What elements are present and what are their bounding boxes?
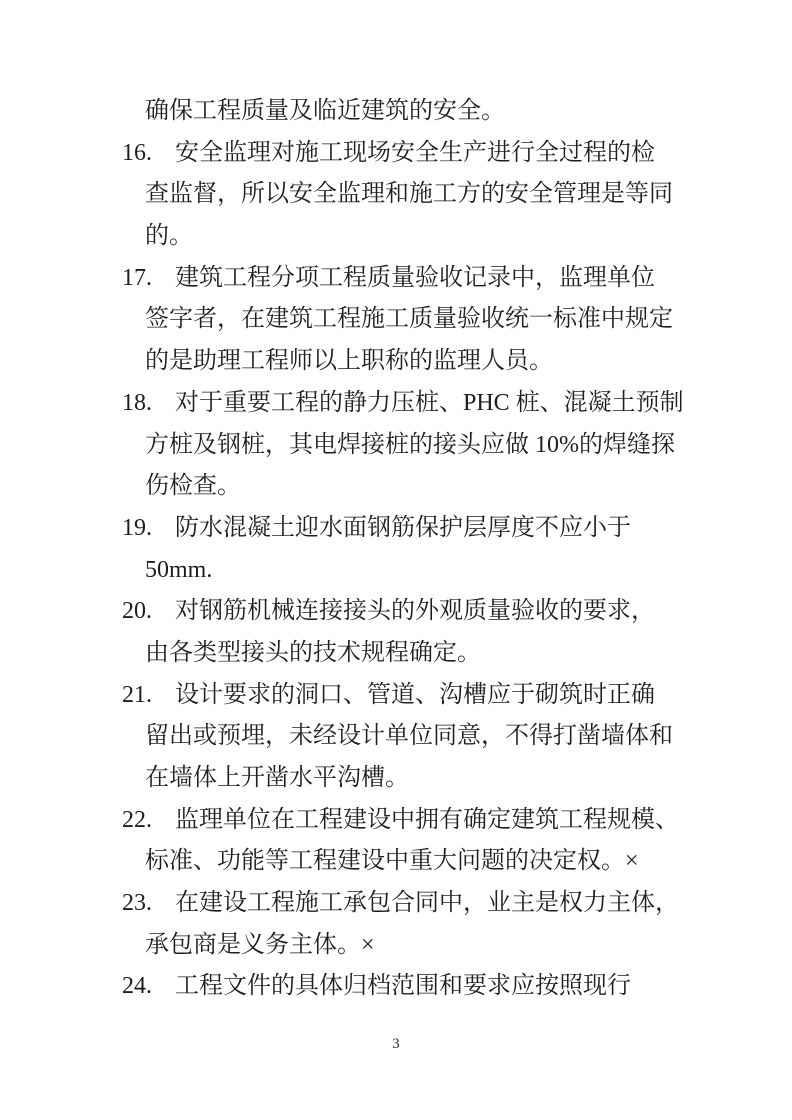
item-line: 的是助理工程师以上职称的监理人员。: [145, 348, 553, 375]
item-line: 确保工程质量及临近建筑的安全。: [145, 98, 505, 124]
item-number: 18.: [122, 389, 152, 416]
question-item: [122, 258, 705, 383]
item-line: 留出或预埋，未经设计单位同意，不得打凿墙体和: [145, 723, 673, 750]
question-continuation: [145, 91, 705, 133]
item-line: 标准、功能等工程建设中重大问题的决定权。×: [145, 848, 639, 875]
item-number: 22.: [122, 806, 152, 833]
item-number: 19.: [122, 514, 152, 541]
item-line: 设计要求的洞口、管道、沟槽应于砌筑时正确: [175, 681, 655, 708]
item-line: 伤检查。: [145, 473, 241, 500]
question-item: [122, 800, 705, 883]
question-item: [122, 591, 705, 674]
item-line: 由各类型接头的技术规程确定。: [145, 639, 481, 666]
item-line: 安全监理对施工现场安全生产进行全过程的检: [175, 139, 655, 166]
question-item: [122, 133, 705, 258]
item-line: 监理单位在工程建设中拥有确定建筑工程规模、: [175, 806, 679, 833]
item-number: 24.: [122, 973, 152, 1000]
question-item: [122, 508, 705, 591]
item-line: 在墙体上开凿水平沟槽。: [145, 765, 409, 791]
question-item: [122, 383, 705, 508]
item-line: 的。: [145, 223, 193, 250]
item-line: 50mm.: [145, 556, 213, 583]
item-number: 17.: [122, 264, 152, 291]
item-line: 方桩及钢桩，其电焊接桩的接头应做 10%的焊缝探: [145, 431, 675, 458]
question-list: [122, 91, 705, 1008]
item-line: 在建设工程施工承包合同中，业主是权力主体，: [175, 890, 679, 917]
item-line: 对钢筋机械连接接头的外观质量验收的要求，: [175, 598, 655, 625]
item-line: 防水混凝土迎水面钢筋保护层厚度不应小于: [175, 514, 631, 541]
question-item: [122, 675, 705, 800]
item-number: 21.: [122, 681, 152, 708]
item-number: 23.: [122, 890, 152, 917]
item-line: 查监督，所以安全监理和施工方的安全管理是等同: [145, 181, 673, 208]
item-line: 签字者，在建筑工程施工质量验收统一标准中规定: [145, 306, 673, 333]
item-number: 20.: [122, 598, 152, 625]
item-line: 对于重要工程的静力压桩、PHC 桩、混凝土预制: [175, 389, 684, 416]
item-number: 16.: [122, 139, 152, 166]
item-line: 工程文件的具体归档范围和要求应按照现行: [175, 973, 631, 1000]
question-item: [122, 883, 705, 966]
item-line: 建筑工程分项工程质量验收记录中，监理单位: [175, 264, 655, 291]
question-item: [122, 966, 705, 1008]
page-number: 3: [392, 1036, 400, 1052]
item-line: 承包商是义务主体。×: [145, 931, 375, 958]
